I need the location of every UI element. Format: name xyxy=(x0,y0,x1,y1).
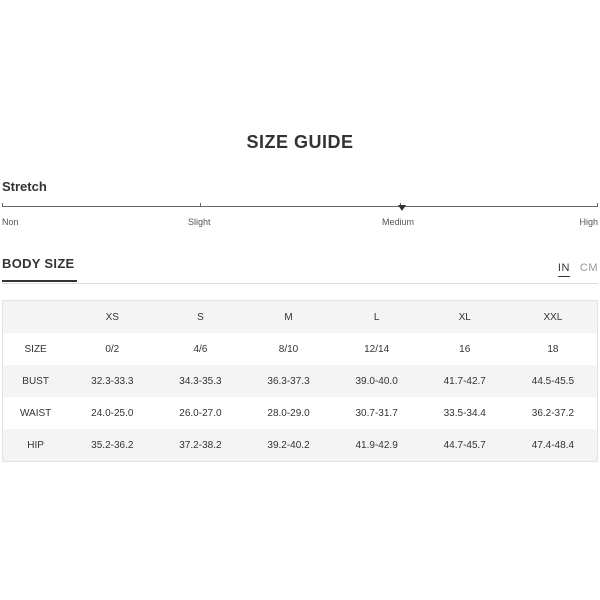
table-cell: 39.2-40.2 xyxy=(244,429,332,461)
table-cell: 4/6 xyxy=(156,333,244,365)
stretch-scale-line xyxy=(2,206,598,207)
unit-toggle xyxy=(558,262,598,277)
table-cell: 32.3-33.3 xyxy=(68,365,156,397)
table-header-cell xyxy=(3,301,68,333)
table-cell: 44.5-45.5 xyxy=(509,365,597,397)
table-cell: 33.5-34.4 xyxy=(421,397,509,429)
table-cell: 41.7-42.7 xyxy=(421,365,509,397)
table-cell: 47.4-48.4 xyxy=(509,429,597,461)
stretch-level-high: High xyxy=(579,217,598,227)
table-cell: 39.0-40.0 xyxy=(333,365,421,397)
row-label: BUST xyxy=(3,365,68,397)
table-cell: 44.7-45.7 xyxy=(421,429,509,461)
table-cell: 0/2 xyxy=(68,333,156,365)
unit-in-button[interactable]: IN xyxy=(558,262,570,277)
table-cell: 36.3-37.3 xyxy=(244,365,332,397)
table-cell: 24.0-25.0 xyxy=(68,397,156,429)
table-cell: 12/14 xyxy=(333,333,421,365)
table-cell: 16 xyxy=(421,333,509,365)
table-cell: 26.0-27.0 xyxy=(156,397,244,429)
stretch-tick-slight xyxy=(200,203,201,207)
stretch-level-non: Non xyxy=(2,217,19,227)
table-cell: 35.2-36.2 xyxy=(68,429,156,461)
table-header-cell: L xyxy=(333,301,421,333)
stretch-tick-non xyxy=(2,203,3,207)
page-title: SIZE GUIDE xyxy=(246,132,354,152)
table-row xyxy=(3,333,597,365)
unit-cm-button[interactable]: CM xyxy=(579,262,598,274)
table-header-row xyxy=(3,301,597,333)
table-header-cell: XS xyxy=(68,301,156,333)
table-row xyxy=(3,365,597,397)
table-cell: 28.0-29.0 xyxy=(244,397,332,429)
table-cell: 18 xyxy=(509,333,597,365)
table-cell: 34.3-35.3 xyxy=(156,365,244,397)
row-label: WAIST xyxy=(3,397,68,429)
table-header-cell: S xyxy=(156,301,244,333)
table-row xyxy=(3,397,597,429)
heading-divider xyxy=(2,283,598,284)
stretch-level-medium: Medium xyxy=(382,217,415,227)
table-header-cell: M xyxy=(244,301,332,333)
table-header-cell: XXL xyxy=(509,301,597,333)
row-label: HIP xyxy=(3,429,68,461)
table-cell: 41.9-42.9 xyxy=(333,429,421,461)
stretch-level-slight: Slight xyxy=(188,217,211,227)
stretch-scale xyxy=(2,206,598,236)
body-size-underline xyxy=(2,280,77,282)
size-table xyxy=(2,300,598,462)
table-cell: 8/10 xyxy=(244,333,332,365)
table-header-cell: XL xyxy=(421,301,509,333)
table-cell: 36.2-37.2 xyxy=(509,397,597,429)
table-cell: 37.2-38.2 xyxy=(156,429,244,461)
body-size-heading: BODY SIZE xyxy=(2,256,75,271)
stretch-selected-marker-icon xyxy=(398,205,406,211)
stretch-label: Stretch xyxy=(2,179,47,194)
table-row xyxy=(3,429,597,461)
table-cell: 30.7-31.7 xyxy=(333,397,421,429)
row-label: SIZE xyxy=(3,333,68,365)
stretch-tick-high xyxy=(597,203,598,207)
